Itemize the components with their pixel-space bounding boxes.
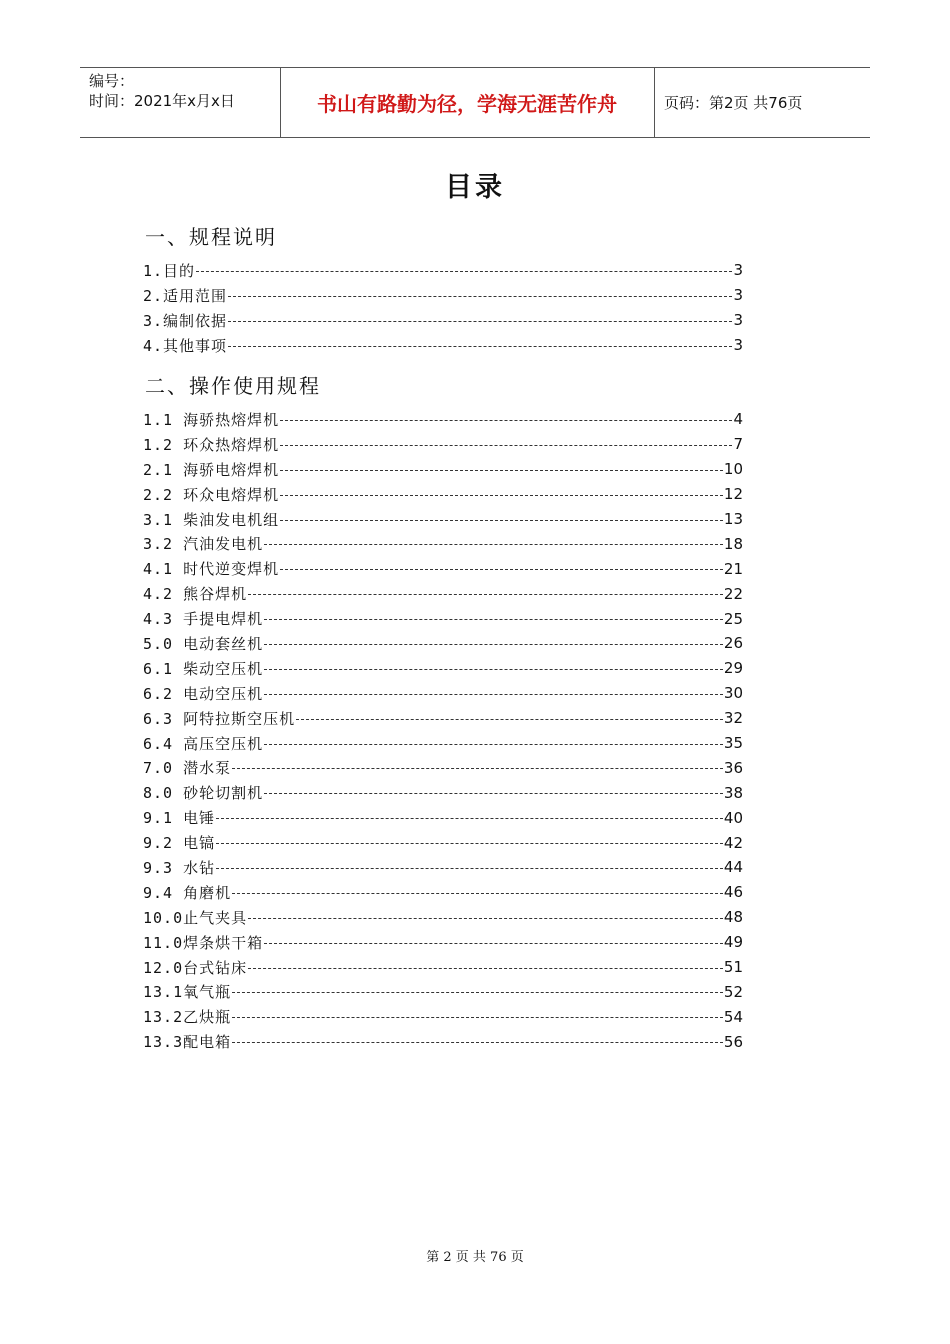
- toc-entry[interactable]: [143, 955, 743, 980]
- toc-entry-page: 25: [723, 609, 743, 628]
- toc-dot-leader: [196, 271, 732, 272]
- toc-dot-leader: [264, 669, 723, 670]
- toc-dot-leader: [264, 544, 723, 545]
- toc-entry-page: 42: [723, 833, 743, 852]
- toc-entry[interactable]: [143, 556, 743, 581]
- toc-entry-page: 18: [723, 534, 743, 553]
- toc-entry-page: 3: [733, 311, 743, 330]
- toc-entry[interactable]: [143, 706, 743, 731]
- toc-entry-page: 36: [723, 758, 743, 777]
- toc-entry[interactable]: [143, 830, 743, 855]
- toc-entry-label: 9.2 电镐: [143, 834, 216, 853]
- section-heading: 一、规程说明: [145, 225, 277, 249]
- toc-entry-label: 5.0 电动套丝机: [143, 634, 264, 653]
- toc-entry[interactable]: [143, 1004, 743, 1029]
- toc-entry-label: 6.1 柴动空压机: [143, 659, 264, 678]
- toc-entry-page: 4: [733, 410, 743, 429]
- toc-entry[interactable]: [143, 457, 743, 482]
- toc-entry-page: 29: [723, 659, 743, 678]
- page-title: 目录: [445, 172, 505, 203]
- toc-entry-label: 7.0 潜水泵: [143, 759, 232, 778]
- toc-dot-leader: [280, 445, 732, 446]
- toc-entry-page: 12: [723, 485, 743, 504]
- toc-entry[interactable]: [143, 581, 743, 606]
- toc-entry-page: 46: [723, 883, 743, 902]
- toc-entry-label: 1.目的: [143, 261, 196, 280]
- toc-entry-label: 6.3 阿特拉斯空压机: [143, 709, 296, 728]
- toc-entry-page: 51: [723, 958, 743, 977]
- toc-entry[interactable]: [143, 979, 743, 1004]
- toc-entry-label: 4.1 时代逆变焊机: [143, 560, 280, 579]
- toc-entry-page: 22: [723, 584, 743, 603]
- toc-dot-leader: [264, 744, 723, 745]
- toc-dot-leader: [264, 619, 723, 620]
- toc-entry-label: 2.适用范围: [143, 286, 228, 305]
- toc-entry[interactable]: [143, 880, 743, 905]
- toc-entry-label: 4.3 手提电焊机: [143, 610, 264, 629]
- page-header: [80, 67, 870, 138]
- toc-entry-page: 30: [723, 684, 743, 703]
- toc-entry-label: 3.2 汽油发电机: [143, 535, 264, 554]
- toc-dot-leader: [264, 694, 723, 695]
- toc-entry[interactable]: [143, 805, 743, 830]
- toc-entry[interactable]: [143, 930, 743, 955]
- toc-entry[interactable]: [143, 681, 743, 706]
- toc-entry-page: 21: [723, 559, 743, 578]
- toc-dot-leader: [264, 793, 723, 794]
- toc-entry[interactable]: [143, 905, 743, 930]
- toc-dot-leader: [232, 893, 723, 894]
- toc-list: [143, 407, 743, 1054]
- toc-entry-label: 6.2 电动空压机: [143, 684, 264, 703]
- page-footer: 第 2 页 共 76 页: [426, 1250, 524, 1265]
- toc-entry[interactable]: [143, 283, 743, 308]
- toc-dot-leader: [280, 470, 723, 471]
- toc-entry-page: 3: [733, 261, 743, 280]
- toc-dot-leader: [216, 843, 723, 844]
- toc-dot-leader: [280, 569, 723, 570]
- toc-dot-leader: [248, 594, 723, 595]
- toc-entry[interactable]: [143, 631, 743, 656]
- toc-entry[interactable]: [143, 333, 743, 358]
- toc-entry-label: 4.2 熊谷焊机: [143, 585, 248, 604]
- toc-dot-leader: [296, 719, 723, 720]
- toc-entry-label: 4.其他事项: [143, 336, 228, 355]
- toc-entry-page: 7: [733, 435, 743, 454]
- toc-dot-leader: [232, 768, 723, 769]
- toc-entry-label: 9.3 水钻: [143, 858, 216, 877]
- toc-dot-leader: [280, 520, 723, 521]
- toc-entry-label: 3.编制依据: [143, 311, 228, 330]
- toc-entry-label: 13.3配电箱: [143, 1033, 232, 1052]
- toc-entry[interactable]: [143, 432, 743, 457]
- header-motto: 书山有路勤为径，学海无涯苦作舟: [317, 92, 617, 116]
- toc-entry-page: 10: [723, 460, 743, 479]
- toc-list: [143, 258, 743, 358]
- section-heading: 二、操作使用规程: [145, 374, 321, 398]
- toc-entry-label: 2.2 环众电熔焊机: [143, 485, 280, 504]
- toc-entry-label: 9.4 角磨机: [143, 883, 232, 902]
- toc-dot-leader: [228, 321, 732, 322]
- toc-entry-label: 13.2乙炔瓶: [143, 1008, 232, 1027]
- toc-entry-page: 54: [723, 1007, 743, 1026]
- toc-entry-label: 9.1 电锤: [143, 809, 216, 828]
- toc-entry-page: 26: [723, 634, 743, 653]
- toc-entry[interactable]: [143, 258, 743, 283]
- header-page-info: 页码：第2页 共76页: [664, 94, 803, 112]
- toc-entry-label: 10.0止气夹具: [143, 908, 248, 927]
- toc-entry-page: 44: [723, 858, 743, 877]
- time-label: 时间：2021年x月x日: [89, 92, 235, 110]
- toc-entry-label: 2.1 海骄电熔焊机: [143, 460, 280, 479]
- toc-dot-leader: [232, 992, 723, 993]
- toc-entry-page: 13: [723, 510, 743, 528]
- toc-entry-page: 3: [733, 336, 743, 355]
- toc-entry-label: 8.0 砂轮切割机: [143, 784, 264, 803]
- toc-entry-page: 32: [723, 709, 743, 728]
- toc-entry-label: 3.1 柴油发电机组: [143, 510, 280, 529]
- toc-dot-leader: [228, 346, 732, 347]
- toc-entry[interactable]: [143, 507, 743, 532]
- toc-dot-leader: [248, 968, 723, 969]
- toc-entry[interactable]: [143, 656, 743, 681]
- toc-dot-leader: [264, 943, 723, 944]
- toc-entry-page: 35: [723, 734, 743, 753]
- toc-entry-label: 1.2 环众热熔焊机: [143, 435, 280, 454]
- toc-entry[interactable]: [143, 731, 743, 756]
- toc-entry[interactable]: [143, 606, 743, 631]
- toc-entry-page: 52: [723, 982, 743, 1001]
- toc-entry[interactable]: [143, 407, 743, 432]
- toc-dot-leader: [264, 644, 723, 645]
- toc-dot-leader: [228, 296, 732, 297]
- toc-entry-page: 3: [733, 286, 743, 305]
- toc-entry-page: 40: [723, 808, 743, 827]
- toc-entry-label: 6.4 高压空压机: [143, 734, 264, 753]
- toc-entry[interactable]: [143, 482, 743, 507]
- toc-entry[interactable]: [143, 1029, 743, 1054]
- toc-dot-leader: [216, 818, 723, 819]
- toc-dot-leader: [280, 420, 732, 421]
- toc-dot-leader: [232, 1017, 723, 1018]
- toc-entry[interactable]: [143, 780, 743, 805]
- header-divider: [654, 68, 655, 137]
- toc-entry-label: 11.0焊条烘干箱: [143, 933, 264, 952]
- toc-dot-leader: [232, 1042, 723, 1043]
- toc-entry-page: 49: [723, 933, 743, 952]
- toc-entry-label: 1.1 海骄热熔焊机: [143, 410, 280, 429]
- toc-entry[interactable]: [143, 531, 743, 556]
- toc-entry-label: 13.1氧气瓶: [143, 983, 232, 1002]
- toc-entry-page: 56: [723, 1032, 743, 1051]
- toc-dot-leader: [216, 868, 723, 869]
- toc-entry[interactable]: [143, 755, 743, 780]
- toc-entry[interactable]: [143, 308, 743, 333]
- toc-entry[interactable]: [143, 855, 743, 880]
- header-meta: [89, 71, 235, 111]
- toc-dot-leader: [248, 918, 723, 919]
- number-label: 编号：: [89, 72, 135, 90]
- toc-dot-leader: [280, 495, 723, 496]
- toc-entry-page: 48: [723, 908, 743, 927]
- toc-entry-label: 12.0台式钻床: [143, 958, 248, 977]
- toc-entry-page: 38: [723, 783, 743, 802]
